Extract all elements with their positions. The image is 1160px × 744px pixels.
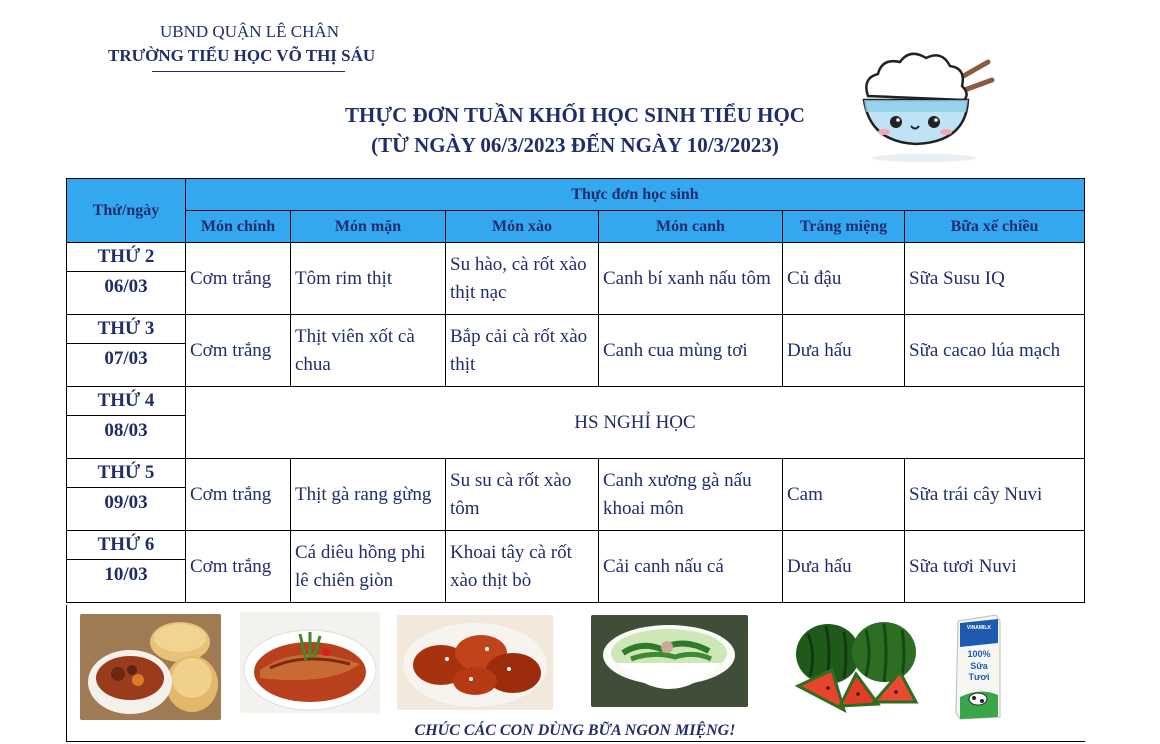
fried-fish-photo xyxy=(240,612,380,713)
dessert-cell: Củ đậu xyxy=(783,243,905,315)
stir-fry-cell: Bắp cải cà rốt xào thịt xyxy=(446,315,599,387)
vegetable-soup-photo xyxy=(591,615,748,707)
header-underline xyxy=(152,71,345,72)
table-row xyxy=(67,315,1085,387)
watermelon-photo xyxy=(792,614,920,714)
day-date: 06/03 xyxy=(104,276,148,297)
afternoon-snack-cell: Sữa Susu IQ xyxy=(905,243,1085,315)
day-name: THỨ 5 xyxy=(67,459,185,488)
day-date: 10/03 xyxy=(104,564,148,585)
soup-cell: Canh cua mùng tơi xyxy=(599,315,783,387)
menu-group-header: Thực đơn học sinh xyxy=(186,179,1085,211)
afternoon-snack-cell: Sữa trái cây Nuvi xyxy=(905,459,1085,531)
day-cell xyxy=(67,531,186,603)
savory-dish-cell: Cá diêu hồng phi lê chiên giòn xyxy=(291,531,446,603)
milk-label-line1: Sữa xyxy=(970,661,988,671)
menu-date-range: (TỪ NGÀY 06/3/2023 ĐẾN NGÀY 10/3/2023) xyxy=(371,133,779,157)
table-row xyxy=(67,531,1085,603)
day-name: THỨ 2 xyxy=(67,243,185,272)
stir-fry-cell: Su hào, cà rốt xào thịt nạc xyxy=(446,243,599,315)
column-header: Món chính xyxy=(186,211,291,243)
milk-label-line2: Tươi xyxy=(968,672,990,682)
closing-message: CHÚC CÁC CON DÙNG BỮA NGON MIỆNG! xyxy=(414,722,736,739)
no-school-note: HS NGHỈ HỌC xyxy=(186,387,1085,459)
stir-fry-cell: Su su cà rốt xào tôm xyxy=(446,459,599,531)
dessert-cell: Cam xyxy=(783,459,905,531)
day-name: THỨ 4 xyxy=(67,387,185,416)
column-header: Món canh xyxy=(599,211,783,243)
day-date: 08/03 xyxy=(104,420,148,441)
column-header: Tráng miệng xyxy=(783,211,905,243)
day-name: THỨ 3 xyxy=(67,315,185,344)
afternoon-snack-cell: Sữa tươi Nuvi xyxy=(905,531,1085,603)
column-header: Món xào xyxy=(446,211,599,243)
menu-title: THỰC ĐƠN TUẦN KHỐI HỌC SINH TIỂU HỌC xyxy=(345,103,805,127)
school-name: TRƯỜNG TIỂU HỌC VÕ THỊ SÁU xyxy=(108,46,376,65)
soup-cell: Cải canh nấu cá xyxy=(599,531,783,603)
soup-cell: Canh xương gà nấu khoai môn xyxy=(599,459,783,531)
savory-dish-cell: Tôm rim thịt xyxy=(291,243,446,315)
column-header: Món mặn xyxy=(291,211,446,243)
day-cell xyxy=(67,243,186,315)
day-date: 07/03 xyxy=(104,348,148,369)
stew-and-bread-photo xyxy=(80,614,221,720)
main-dish-cell: Cơm trắng xyxy=(186,459,291,531)
day-name: THỨ 6 xyxy=(67,531,185,560)
table-row xyxy=(67,243,1085,315)
milk-brand: VINAMILK xyxy=(966,625,992,631)
soup-cell: Canh bí xanh nấu tôm xyxy=(599,243,783,315)
main-dish-cell: Cơm trắng xyxy=(186,315,291,387)
rice-bowl-logo xyxy=(838,38,1010,164)
main-dish-cell: Cơm trắng xyxy=(186,243,291,315)
district-name: UBND QUẬN LÊ CHÂN xyxy=(160,22,339,41)
day-cell xyxy=(67,315,186,387)
day-cell xyxy=(67,387,186,459)
milk-carton-photo xyxy=(950,613,1006,721)
dessert-cell: Dưa hấu xyxy=(783,315,905,387)
afternoon-snack-cell: Sữa cacao lúa mạch xyxy=(905,315,1085,387)
milk-percent: 100% xyxy=(967,649,991,659)
day-column-header: Thứ/ngày xyxy=(67,179,186,243)
day-date: 09/03 xyxy=(104,492,148,513)
table-row xyxy=(67,459,1085,531)
savory-dish-cell: Thịt gà rang gừng xyxy=(291,459,446,531)
menu-table xyxy=(66,178,1085,603)
column-header: Bữa xế chiều xyxy=(905,211,1085,243)
dessert-cell: Dưa hấu xyxy=(783,531,905,603)
main-dish-cell: Cơm trắng xyxy=(186,531,291,603)
savory-dish-cell: Thịt viên xốt cà chua xyxy=(291,315,446,387)
glazed-chicken-photo xyxy=(397,615,553,710)
day-cell xyxy=(67,459,186,531)
table-row xyxy=(67,387,1085,459)
stir-fry-cell: Khoai tây cà rốt xào thịt bò xyxy=(446,531,599,603)
